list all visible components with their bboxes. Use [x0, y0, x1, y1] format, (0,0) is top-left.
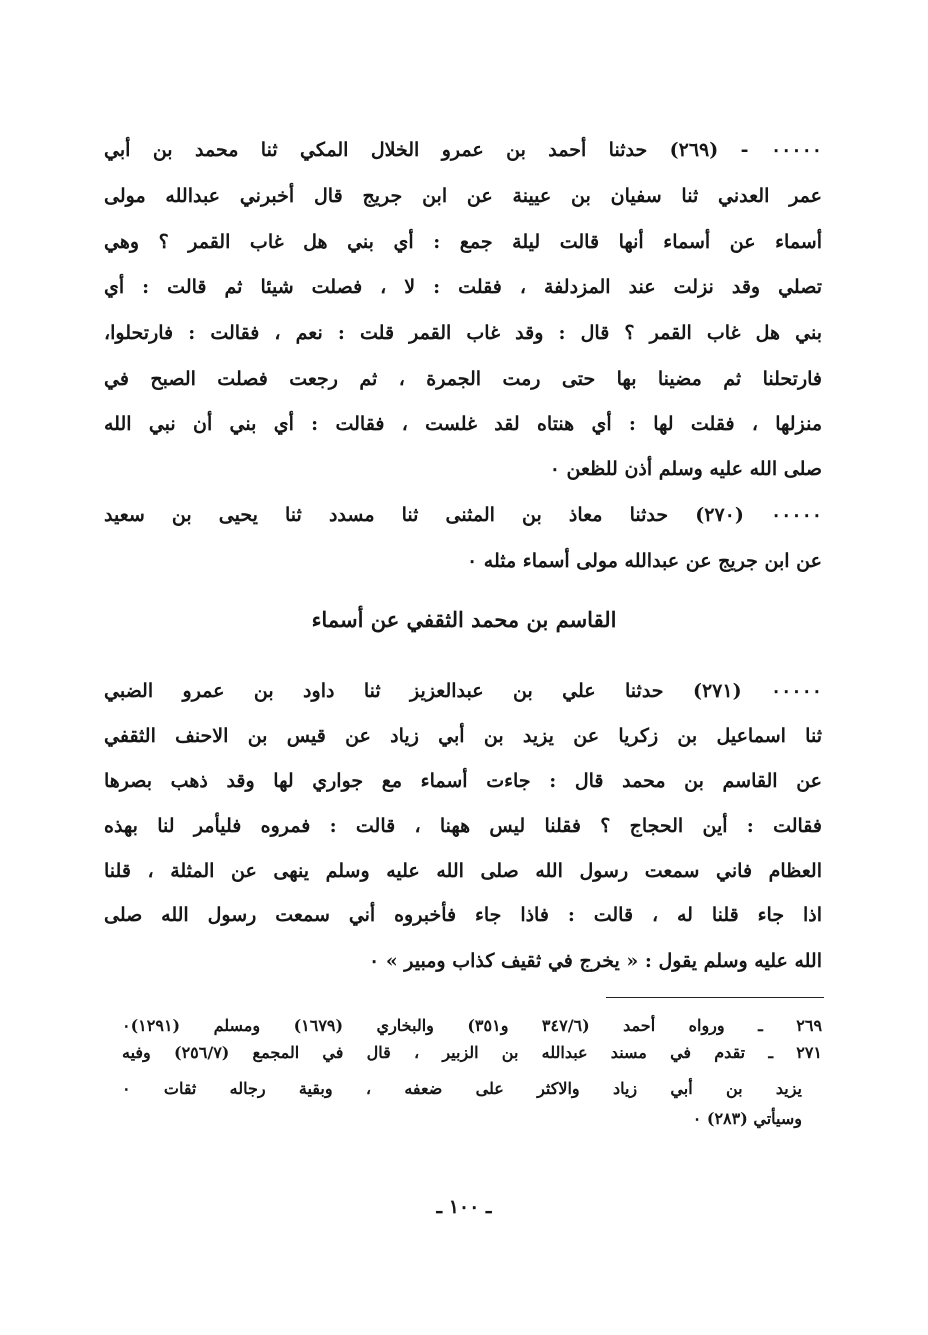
hadith-269-line-7: منزلها ، فقلت لها : أي هنتاه لقد غلست ، فقالت : أي بني أن نبي الله [104, 413, 822, 435]
page-number: ـ ١٠٠ ـ [436, 1196, 492, 1218]
footnote-271-line-1: ٢٧١ ـ تقدم في مسند عبدالله بن الزبير ، قال في المجمع (٢٥٦/٧) وفيه [122, 1043, 823, 1062]
hadith-269-line-1: ٠٠٠٠٠ - (٢٦٩) حدثنا أحمد بن عمرو الخلال المكي ثنا محمد بن أبي [104, 139, 822, 161]
hadith-269-line-4: تصلي وقد نزلت عند المزدلفة ، فقلت : لا ، فصلت شيئا ثم قالت : أي [104, 276, 822, 298]
hadith-269-line-6: فارتحلنا ثم مضينا بها حتى رمت الجمرة ، ثم رجعت فصلت الصبح في [104, 368, 822, 390]
hadith-271-line-7: الله عليه وسلم يقول : « يخرج في ثقيف كذاب ومبير » ٠ [368, 950, 822, 972]
hadith-271-line-5: العظام فاني سمعت رسول الله صلى الله عليه وسلم ينهى عن المثلة ، قلنا [104, 860, 822, 882]
footnote-divider [606, 997, 824, 998]
hadith-270-line-1: ٠٠٠٠٠ (٢٧٠) حدثنا معاذ بن المثنى ثنا مسدد ثنا يحيى بن سعيد [104, 504, 822, 526]
hadith-271-line-3: عن القاسم بن محمد قال : جاءت أسماء مع جواري لها وقد ذهب بصرها [104, 770, 822, 792]
footnote-269: ٢٦٩ ـ ورواه أحمد (٣٤٧/٦ و٣٥١) والبخاري (١٦٧٩) ومسلم (١٢٩١)٠ [122, 1016, 823, 1035]
hadith-269-line-8: صلى الله عليه وسلم أذن للظعن ٠ [549, 458, 822, 480]
hadith-269-line-3: أسماء عن أسماء أنها قالت ليلة جمع : أي بني هل غاب القمر ؟ وهي [104, 231, 822, 253]
footnote-271-line-3: وسيأتي (٢٨٣) ٠ [692, 1109, 802, 1128]
hadith-271-line-2: ثنا اسماعيل بن زكريا عن يزيد بن أبي زياد عن قيس بن الاحنف الثقفي [104, 725, 822, 747]
hadith-269-line-2: عمر العدني ثنا سفيان بن عيينة عن ابن جريج قال أخبرني عبدالله مولى [104, 185, 822, 207]
section-heading: القاسم بن محمد الثقفي عن أسماء [311, 607, 617, 632]
hadith-271-line-4: فقالت : أين الحجاج ؟ فقلنا ليس ههنا ، قالت : فمروه فليأمر لنا بهذه [104, 815, 822, 837]
hadith-271-line-6: اذا جاء قلنا له ، قالت : فاذا جاء فأخبروه أني سمعت رسول الله صلى [104, 904, 822, 926]
hadith-271-line-1: ٠٠٠٠٠ (٢٧١) حدثنا علي بن عبدالعزيز ثنا داود بن عمرو الضبي [104, 680, 822, 702]
hadith-270-line-2: عن ابن جريج عن عبدالله مولى أسماء مثله ٠ [466, 550, 822, 572]
footnote-271-line-2: يزيد بن أبي زياد والاكثر على ضعفه ، وبقية رجاله ثقات ٠ [122, 1079, 803, 1098]
hadith-269-line-5: بني هل غاب القمر ؟ قال : وقد غاب القمر قلت : نعم ، فقالت : فارتحلوا، [104, 322, 822, 344]
